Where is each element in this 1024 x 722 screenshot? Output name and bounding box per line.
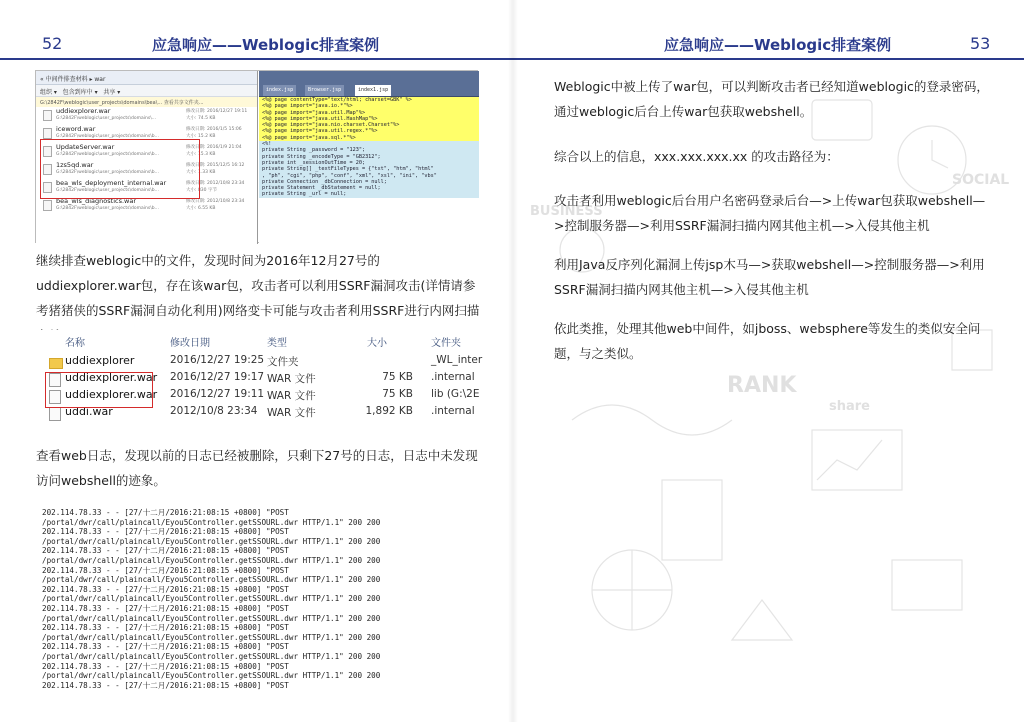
file-date: 2012/10/8 23:34 <box>170 405 258 417</box>
doodle-word-rank: RANK <box>727 373 797 398</box>
paragraph-war-uploaded: Weblogic中被上传了war包，可以判断攻击者已经知道weblogic的登录密码，通过weblogic后台上传war包获取webshell。 <box>554 79 989 119</box>
code-line: private String[] _textFileTypes = {"txt", "htm", "html" <box>259 166 479 172</box>
explorer-code-screenshot <box>35 70 478 243</box>
file-name: uddi.war <box>65 405 113 418</box>
file-type: WAR 文件 <box>267 407 316 419</box>
file-name: uddiexplorer <box>65 354 135 367</box>
war-file-icon <box>43 110 52 121</box>
toolbar-share: 共享 ▾ <box>103 89 121 96</box>
war-file-icon <box>43 200 52 211</box>
explorer-file-date: 修改日期: 2016/1/9 21:04 <box>186 145 242 150</box>
explorer-file-row <box>36 107 257 125</box>
explorer-file-meta <box>186 126 242 140</box>
file-name: uddiexplorer.war <box>65 371 158 384</box>
header-title-right: 应急响应——Weblogic排查案例 <box>664 36 892 54</box>
explorer-file-name: bea_wls_deployment_internal.war <box>56 179 167 187</box>
explorer-file-date: 修改日期: 2012/10/8 23:34 <box>186 181 245 186</box>
page-number-right: 53 <box>970 34 991 53</box>
log-line: 202.114.78.33 - - [27/十二月/2016:21:08:15 +0800] "POST <box>42 527 289 537</box>
file-folder: .internal <box>431 371 475 383</box>
code-lines <box>259 97 479 198</box>
paragraph-attack-path-1: 攻击者利用weblogic后台用户名密码登录后台—>上传war包获取webshell—>控制服务器—>利用SSRF漏洞扫描内网其他主机—>入侵其他主机 <box>554 193 986 233</box>
file-date: 2016/12/27 19:25 <box>170 354 265 366</box>
explorer-file-path: G:\2842F\weblogic\user_projects\domains\b... <box>56 134 159 139</box>
code-line: <%@ page import="java.util.Map"%> <box>259 110 479 116</box>
explorer-file-size: 大小: 6.55 KB <box>186 206 216 211</box>
code-editor-pane <box>259 71 479 244</box>
code-line: private String _encodeType = "GB2312"; <box>259 154 479 160</box>
page-number-left: 52 <box>42 34 63 53</box>
explorer-file-date: 修改日期: 2015/12/5 16:12 <box>186 163 245 168</box>
file-table-header <box>35 330 475 350</box>
log-line: /portal/dwr/call/plaincall/Eyou5Controller.getSSOURL.dwr HTTP/1.1" 200 200 <box>42 651 381 661</box>
column-size: 大小 <box>367 338 387 349</box>
log-line: 202.114.78.33 - - [27/十二月/2016:21:08:15 +0800] "POST <box>42 584 289 594</box>
box-doodle-icon <box>892 560 962 610</box>
file-type: WAR 文件 <box>267 373 316 385</box>
code-line: private Statement _dbStatement = null; <box>259 185 479 191</box>
highlight-box-uddi-wars <box>45 372 153 408</box>
explorer-toolbar <box>36 85 257 97</box>
log-line: 202.114.78.33 - - [27/十二月/2016:21:08:15 +0800] "POST <box>42 603 289 613</box>
file-name: uddiexplorer.war <box>65 388 158 401</box>
explorer-file-size: 大小: 1.33 KB <box>186 170 216 175</box>
file-table-row <box>35 354 483 371</box>
code-line: <%! <box>259 141 479 147</box>
right-page <box>512 0 1024 722</box>
log-line: /portal/dwr/call/plaincall/Eyou5Controller.getSSOURL.dwr HTTP/1.1" 200 200 <box>42 594 381 604</box>
folder-icon <box>49 358 63 369</box>
explorer-file-path: G:\2842F\weblogic\user_projects\domains\... <box>56 116 157 121</box>
war-file-icon <box>43 128 52 139</box>
explorer-address-bar: « 中间件排查材料 ▸ war <box>36 71 257 85</box>
code-line: <%@ page import="java.util.regex.*"%> <box>259 128 479 134</box>
explorer-file-name: UpdateServer.war <box>56 143 115 151</box>
file-date: 2016/12/27 19:11 <box>170 388 265 400</box>
file-size: 1,892 KB <box>365 405 413 417</box>
file-folder: .internal <box>431 405 475 417</box>
paragraph-attack-path-intro: 综合以上的信息，xxx.xxx.xxx.xx 的攻击路径为： <box>554 149 839 164</box>
column-date: 修改日期 <box>170 338 210 349</box>
log-line: /portal/dwr/call/plaincall/Eyou5Controller.getSSOURL.dwr HTTP/1.1" 200 200 <box>42 517 381 527</box>
file-type: WAR 文件 <box>267 390 316 402</box>
war-file-icon <box>49 407 61 421</box>
log-line: 202.114.78.33 - - [27/十二月/2016:21:08:15 +0800] "POST <box>42 642 289 652</box>
explorer-file-path: G:\2842F\weblogic\user_projects\domains\b... <box>56 188 159 193</box>
editor-tab-active: index1.jsp <box>355 85 391 96</box>
explorer-file-size: 大小: 15.3 KB <box>186 152 216 157</box>
log-line: 202.114.78.33 - - [27/十二月/2016:21:08:15 +0800] "POST <box>42 546 289 556</box>
header-rule-left <box>0 58 512 60</box>
explorer-file-name: 1zs5qd.war <box>56 161 94 169</box>
code-line: <%@ page import="java.nio.charset.Charset"%> <box>259 122 479 128</box>
explorer-file-date: 修改日期: 2016/1/5 15:06 <box>186 127 242 132</box>
doodle-word-social: SOCIAL <box>952 172 1010 188</box>
code-line: private String _url = null; <box>259 191 479 197</box>
wave-doodle-icon <box>572 405 732 435</box>
code-line: <%@ page contentType="text/html; charset=GBK" %> <box>259 97 479 103</box>
code-line: private Connection _dbConnection = null; <box>259 179 479 185</box>
chart-doodle-icon <box>812 430 902 490</box>
explorer-file-path: G:\2842F\weblogic\user_projects\domains\b... <box>56 170 159 175</box>
doodle-word-business: BUSINESS <box>530 204 603 219</box>
editor-tab: index.jsp <box>263 85 296 96</box>
access-log-excerpt <box>42 508 482 690</box>
book-spine-shadow <box>508 0 518 722</box>
code-line: <%@ page import="java.io.*"%> <box>259 103 479 109</box>
file-type: 文件夹 <box>267 356 299 368</box>
explorer-file-date: 修改日期: 2012/10/8 23:34 <box>186 199 245 204</box>
log-line: /portal/dwr/call/plaincall/Eyou5Controller.getSSOURL.dwr HTTP/1.1" 200 200 <box>42 536 381 546</box>
column-name: 名称 <box>65 338 85 349</box>
code-line: <%@ page import="java.sql.*"%> <box>259 135 479 141</box>
log-line: /portal/dwr/call/plaincall/Eyou5Controller.getSSOURL.dwr HTTP/1.1" 200 200 <box>42 575 381 585</box>
explorer-file-size: 大小: 830 字节 <box>186 188 217 193</box>
code-line: , "ph", "cgi", "php", "conf", "xml", "xsl", "ini", "vbs" <box>259 173 479 179</box>
column-folder: 文件夹 <box>431 338 461 349</box>
file-folder: lib (G:\2E <box>431 388 480 400</box>
paragraph-weblog: 查看web日志，发现以前的日志已经被删除，只剩下27号的日志，日志中未发现访问webshell的迹象。 <box>36 448 478 488</box>
explorer-path-note: G:\2842F\weblogic\user_projects\domains\bea\... 查看共享文件夹... <box>36 97 257 107</box>
column-type: 类型 <box>267 338 287 349</box>
explorer-file-path: G:\2842F\weblogic\user_projects\domains\b... <box>56 152 159 157</box>
paragraph-other-middleware: 依此类推，处理其他web中间件，如jboss、websphere等发生的类似安全问题，与之类似。 <box>554 321 981 361</box>
explorer-file-meta <box>186 198 244 212</box>
log-line: 202.114.78.33 - - [27/十二月/2016:21:08:15 +0800] "POST <box>42 508 289 517</box>
file-size: 75 KB <box>382 388 413 400</box>
editor-tab-bar <box>259 71 479 97</box>
chart-line-icon <box>817 440 882 480</box>
log-line: 202.114.78.33 - - [27/十二月/2016:21:08:15 +0800] "POST <box>42 623 289 633</box>
log-line: /portal/dwr/call/plaincall/Eyou5Controller.getSSOURL.dwr HTTP/1.1" 200 200 <box>42 632 381 642</box>
file-table-screenshot <box>35 330 483 430</box>
explorer-file-path: G:\2842F\weblogic\user_projects\domains\b... <box>56 206 159 211</box>
log-line: 202.114.78.33 - - [27/十二月/2016:21:08:15 +0800] "POST <box>42 680 289 690</box>
explorer-file-meta <box>186 108 247 122</box>
toolbar-organize: 组织 ▾ <box>40 89 57 96</box>
file-date: 2016/12/27 19:17 <box>170 371 265 383</box>
header-title-left: 应急响应——Weblogic排查案例 <box>152 36 380 54</box>
explorer-file-name: iceword.war <box>56 125 96 133</box>
explorer-file-row <box>36 197 257 215</box>
book-doodle-icon <box>662 480 722 560</box>
log-line: /portal/dwr/call/plaincall/Eyou5Controller.getSSOURL.dwr HTTP/1.1" 200 200 <box>42 671 381 681</box>
paragraph-attack-path-2: 利用Java反序列化漏洞上传jsp木马—>获取webshell—>控制服务器—>利用SSRF漏洞扫描内网其他主机—>入侵其他主机 <box>554 257 985 297</box>
log-line: 202.114.78.33 - - [27/十二月/2016:21:08:15 +0800] "POST <box>42 565 289 575</box>
code-line: private String _password = "123"; <box>259 147 479 153</box>
toolbar-include: 包含到库中 ▾ <box>62 89 98 96</box>
log-line: 202.114.78.33 - - [27/十二月/2016:21:08:15 +0800] "POST <box>42 661 289 671</box>
file-explorer-pane <box>36 71 258 244</box>
log-line: /portal/dwr/call/plaincall/Eyou5Controller.getSSOURL.dwr HTTP/1.1" 200 200 <box>42 555 381 565</box>
log-line: /portal/dwr/call/plaincall/Eyou5Controller.getSSOURL.dwr HTTP/1.1" 200 200 <box>42 613 381 623</box>
code-line: private int _sessionOutTime = 20; <box>259 160 479 166</box>
explorer-file-name: uddiexplorer.war <box>56 107 111 115</box>
explorer-file-size: 大小: 15.2 KB <box>186 134 216 139</box>
triangle-doodle-icon <box>732 600 792 640</box>
doodle-word-share: share <box>829 399 870 414</box>
explorer-file-name: bea_wls_diagnostics.war <box>56 197 136 205</box>
file-folder: _WL_inter <box>431 354 483 366</box>
code-line: <%@ page import="java.util.HashMap"%> <box>259 116 479 122</box>
explorer-file-date: 修改日期: 2016/12/27 19:11 <box>186 109 248 114</box>
file-size: 75 KB <box>382 371 413 383</box>
paragraph-uddiexplorer: 继续排查weblogic中的文件，发现时间为2016年12月27号的uddiexplorer.war包，存在该war包，攻击者可以利用SSRF漏洞攻击(详情请参考猪猪侠的SSRF漏洞自动化利用)网络变卡可能与攻击者利用SSRF进行内网扫描 <box>36 253 480 318</box>
editor-tab: Browser.jsp <box>305 85 344 96</box>
highlight-box-suspicious-wars <box>40 139 200 199</box>
explorer-file-size: 大小: 74.5 KB <box>186 116 216 121</box>
header-rule-right <box>512 58 1024 60</box>
